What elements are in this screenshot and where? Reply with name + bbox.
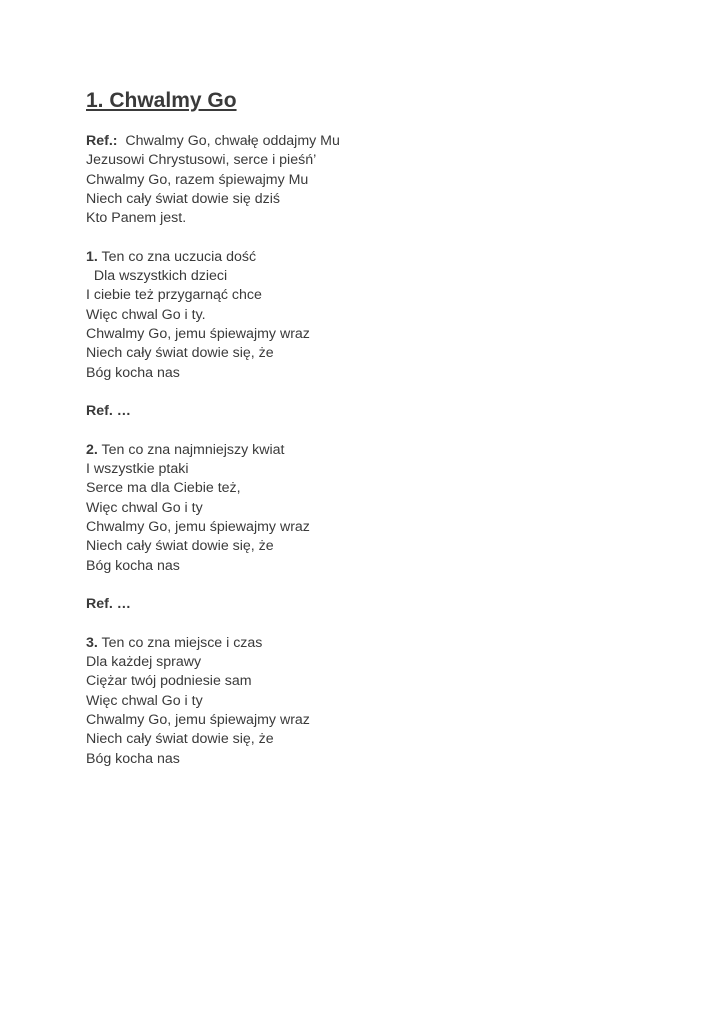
- refrain-line: Chwalmy Go, razem śpiewajmy Mu: [86, 171, 309, 188]
- verse-text: Ten co zna miejsce i czas: [97, 634, 263, 651]
- verse-1-label: 1.: [86, 248, 98, 265]
- verse-line: [86, 248, 686, 267]
- song-title: 1. Chwalmy Go: [86, 89, 237, 112]
- stanza-gap: [86, 614, 686, 633]
- verse-1-block: [86, 248, 686, 383]
- verse-line: Bóg kocha nas: [86, 750, 180, 767]
- verse-2-label: 2.: [86, 441, 98, 458]
- verse-2-block: [86, 441, 686, 576]
- refrain-line: Niech cały świat dowie się dziś: [86, 190, 280, 207]
- verse-line: Ciężar twój podniesie sam: [86, 673, 252, 690]
- verse-line: Więc chwal Go i ty.: [86, 306, 206, 323]
- refrain-text: Chwalmy Go, chwałę oddajmy Mu: [117, 133, 340, 149]
- refrain-repeat: Ref. …: [86, 403, 131, 420]
- verse-line: I ciebie też przygarnąć chce: [86, 287, 262, 304]
- refrain-line: Jezusowi Chrystusowi, serce i pieśń’: [86, 152, 317, 169]
- stanza-gap: [86, 228, 686, 247]
- verse-3-block: [86, 634, 686, 769]
- verse-text: Ten co zna najmniejszy kwiat: [97, 441, 285, 458]
- verse-line: [86, 634, 686, 653]
- stanza-gap: [86, 383, 686, 402]
- verse-line: Niech cały świat dowie się, że: [86, 731, 274, 748]
- refrain-line: Kto Panem jest.: [86, 210, 187, 227]
- verse-line: Więc chwal Go i ty: [86, 499, 203, 516]
- refrain-block: [86, 132, 686, 228]
- lyrics: [86, 132, 686, 769]
- verse-text: Ten co zna uczucia dość: [97, 248, 257, 265]
- verse-line: Dla każdej sprawy: [86, 654, 202, 671]
- verse-3-label: 3.: [86, 634, 98, 651]
- verse-line: Bóg kocha nas: [86, 364, 180, 381]
- stanza-gap: [86, 576, 686, 595]
- verse-line: Niech cały świat dowie się, że: [86, 538, 274, 555]
- refrain-label: Ref.:: [86, 133, 118, 149]
- verse-line: Bóg kocha nas: [86, 557, 180, 574]
- document-page: [86, 86, 686, 769]
- verse-line: Dla wszystkich dzieci: [86, 268, 228, 285]
- verse-line: Chwalmy Go, jemu śpiewajmy wraz: [86, 711, 310, 728]
- refrain-repeat: Ref. …: [86, 596, 131, 613]
- refrain-line: [86, 132, 686, 151]
- verse-line: [86, 441, 686, 460]
- verse-line: Serce ma dla Ciebie też,: [86, 480, 241, 497]
- verse-line: Chwalmy Go, jemu śpiewajmy wraz: [86, 518, 310, 535]
- stanza-gap: [86, 421, 686, 440]
- verse-line: I wszystkie ptaki: [86, 461, 189, 478]
- verse-line: Niech cały świat dowie się, że: [86, 345, 274, 362]
- verse-line: Chwalmy Go, jemu śpiewajmy wraz: [86, 325, 310, 342]
- verse-line: Więc chwal Go i ty: [86, 692, 203, 709]
